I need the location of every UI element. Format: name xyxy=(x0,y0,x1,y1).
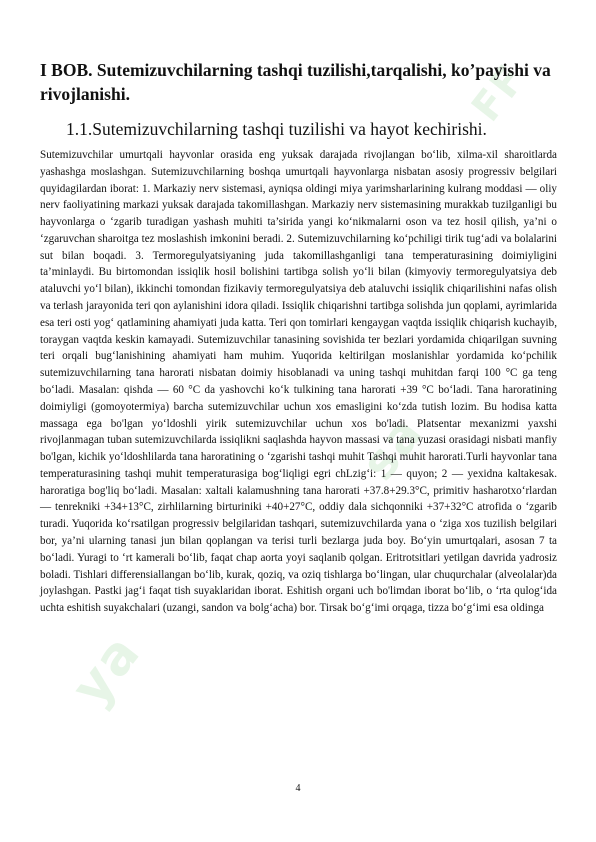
watermark-fragment: sa xyxy=(350,405,435,491)
chapter-label: I BOB. xyxy=(40,60,93,80)
body-paragraph: Sutemizuvchilar umurtqali hayvonlar orasida eng yuksak darajada rivojlangan bo‘lib, xilma-xil sharoitlarda yashashga moslashgan. Sutemizuvchilarning boshqa umurtqali hayvonlarga nisbatan asosiy progressiv belgilari quyidagilardan iborat: 1. Markaziy nerv sistemasi, ayniqsa oldingi miya yarimsharlarining kulrang moddasi — oliy nerv faoliyatining markazi yuksak darajada takomillashgan. Markaziy nerv sistemasining murakkab tuzilganligi bu hayvonlarga o ‘zgarib turadigan yashash muhiti ta’sirida yangi ko‘nikmalarni oson va tez hosil qilish, ya’ni o ‘zgaruvchan sharoitga tez moslashish imkonini beradi. 2. Sutemizuvchilarning ko‘pchiligi tirik tug‘adi va bolalarini sut bilan boqadi. 3. Termoregulyatsiyaning juda takomillashganligi tana temperaturasining doimiyligini ta’minlaydi. Bu birtomondan issiqlik hosil bolishini tartibga solish yo‘li bilan (kimyoviy termoregulyatsiya deb ataluvchi yo‘l bilan), ikkinchi tomondan fizikaviy termoregulyatsiya deb ataluvchi issiqlik chiqarilishini nafas olish va terlash jarayonida teri qon aylanishini idora qiladi. Issiqlik chiqarishni tartibga solishda jun qoplami, ayrimlarida esa teri osti yog‘ qatlamining ahamiyati juda katta. Teri qon tomirlari kengaygan vaqtda issiqlik chiqarish kuchayib, toraygan vaqtda keskin kamayadi. Sutemizuvchilar tanasining sovishida ter bezlari yordamida chiqarilgan suvning teri orqali bug‘lanishining ahamiyati ham muhim. Yuqorida keltirilgan moslanishlar yordamida ko‘pchilik sutemizuvchilarning tana harorati nisbatan doimiy hisoblanadi va uning tashqi muhitdan farqi 100 °C ga teng bo‘ladi. Masalan: qishda — 60 °C da yashovchi ko‘k tulkining tana harorati +39 °C bo‘ladi. Tana haroratining doimiyligi (gomoyotermiya) barcha sutemizuvchilar uchun xos emasligini ko‘zda tutish lozim. Bu hodisa katta massaga ega bo'lgan yo‘ldoshli yirik sutemizuvchilar uchun xos bo'ladi. Platsentar mexanizmi yaxshi rivojlanmagan tuban sutemizuvchilarda issiqlikni saqlashda hayvon massasi va tana yuzasi orasidagi nisbati manfiy bo'lgan, kichik yo‘ldoshlilarda tana haroratining o ‘zgarishi tashqi muhit Tashqi muhit harorati.Turli hayvonlar tana temperaturasining tashqi muhit temperaturasiga bog‘liqligi egri chLzig‘i: 1 — quyon; 2 — yexidna kaltakesak. haroratiga bog'liq bo‘ladi. Masalan: xaltali kalamushning tana harorati +37.8+29.3°C, primitiv hasharotxo‘rlardan — tenrekniki +34+13°C, zirhlilarning birturiniki +40+27°C, oddiy dala sichqonniki +37+32°C atrofida o ‘zgarib turadi. Yuqorida ko‘rsatilgan progressiv belgilaridan tashqari, sutemizuvchilarda yana o ‘ziga xos tuzilish belgilari bor, ya’ni ularning tanasi jun bilan qoplangan va terisi turli bezlarga juda boy. Bo‘yin umurtqalari, asosan 7 ta bo‘ladi. Yuragi to ‘rt kamerali bo‘lib, faqat chap aorta yoyi saqlanib qolgan. Eritrotsitlari yetilgan davrida yadrosiz boladi. Tishlari differensiallangan bo‘lib, kurak, qoziq, va oziq tishlarga bo‘lingan, ular chuqurchalar (alveolalar)da joylashgan. Pastki jag‘i faqat tish suyaklaridan iborat. Eshitish organi uch bo'limdan iborat bo‘lib, o ‘rta qulog‘ida uchta eshitish suyakchalari (uzangi, sandon va bolg‘acha) bor. Tirsak bo‘g‘imi orqaga, tizza bo‘g‘imi esa oldinga xyxy=(40,149,557,615)
watermark-fragment: ya xyxy=(60,622,153,718)
section-title: 1.1.Sutemizuvchilarning tashqi tuzilishi va hayot kechirishi. xyxy=(66,119,487,139)
page-number: 4 xyxy=(295,783,301,794)
chapter-title xyxy=(40,58,560,106)
watermark-fragment: FF xyxy=(463,55,536,131)
chapter-title-text: Sutemizuvchilarning tashqi tuzilishi,tarqalishi, ko’payishi va rivojlanishi. xyxy=(40,60,551,104)
